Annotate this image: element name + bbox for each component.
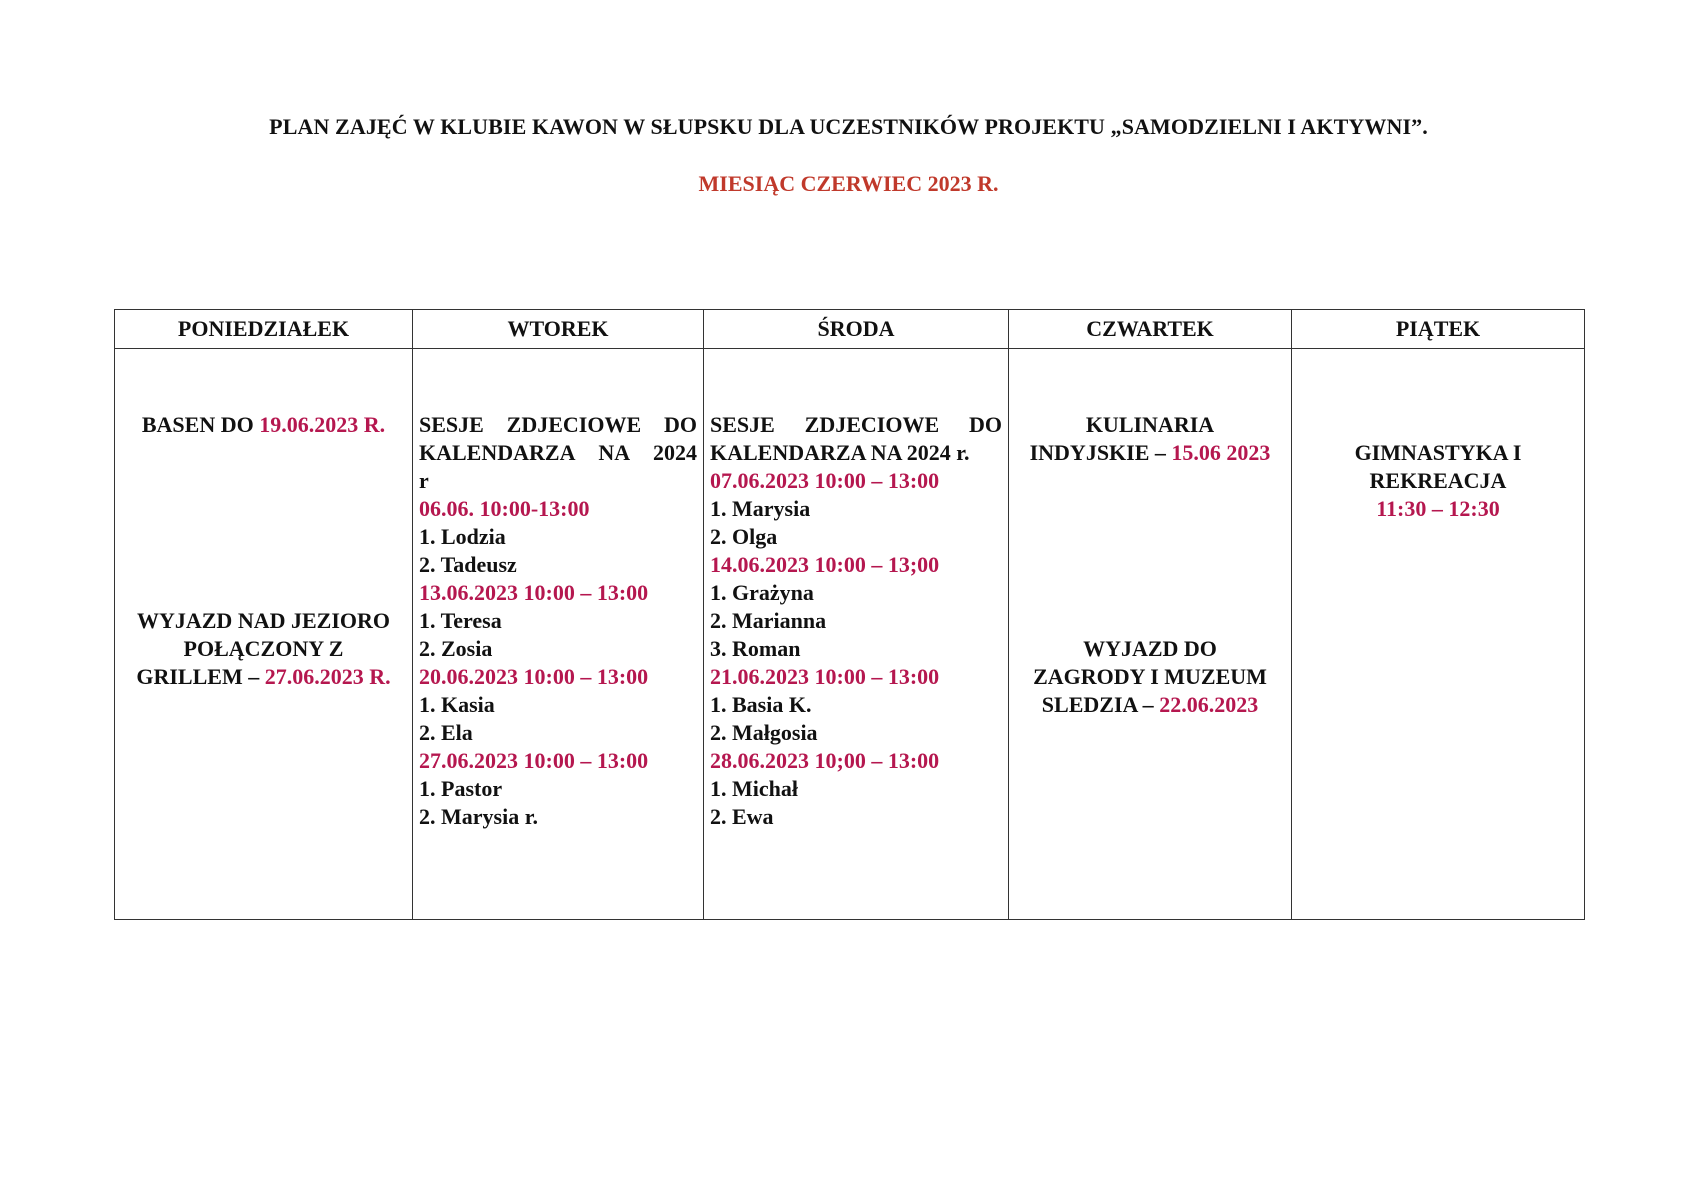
- list-item: 2. Zosia: [419, 636, 493, 661]
- wednesday-session-date: 28.06.2023 10;00 – 13:00: [710, 748, 940, 773]
- list-item: 2. Olga: [710, 524, 778, 549]
- monday-event-pool: BASEN DO 19.06.2023 R.: [141, 412, 386, 437]
- tuesday-cell: [413, 349, 704, 920]
- list-item: 1. Lodzia: [419, 524, 506, 549]
- monday-event-lake-line2: POŁĄCZONY Z: [183, 636, 344, 661]
- list-item: 2. Małgosia: [710, 720, 818, 745]
- monday-event-lake-line3: GRILLEM – 27.06.2023 R.: [136, 664, 391, 689]
- list-item: 3. Roman: [710, 636, 801, 661]
- monday-cell: [115, 349, 413, 920]
- thursday-event-cooking-line1: KULINARIA: [1085, 412, 1215, 437]
- list-item: 2. Ela: [419, 720, 473, 745]
- monday-event-lake-date: 27.06.2023 R.: [264, 664, 391, 689]
- column-header-monday: PONIEDZIAŁEK: [115, 310, 413, 349]
- tuesday-session-date: 20.06.2023 10:00 – 13:00: [419, 664, 649, 689]
- thursday-event-trip-line2: ZAGRODY I MUZEUM: [1033, 664, 1267, 689]
- wednesday-session-date: 14.06.2023 10:00 – 13;00: [710, 552, 940, 577]
- wednesday-heading-line1: SESJE ZDJECIOWE DO: [710, 412, 1002, 437]
- table-row: [115, 349, 1585, 920]
- wednesday-cell: [704, 349, 1009, 920]
- monday-event-lake-line1: WYJAZD NAD JEZIORO: [136, 608, 391, 633]
- list-item: 2. Marianna: [710, 608, 827, 633]
- column-header-thursday: CZWARTEK: [1009, 310, 1292, 349]
- list-item: 1. Teresa: [419, 608, 502, 633]
- column-header-friday: PIĄTEK: [1292, 310, 1585, 349]
- friday-event-line2: REKREACJA: [1369, 468, 1507, 493]
- friday-event-time: 11:30 – 12:30: [1376, 496, 1500, 521]
- schedule-table: [114, 309, 1585, 920]
- thursday-event-cooking-date: 15.06 2023: [1171, 440, 1271, 465]
- list-item: 1. Basia K.: [710, 692, 812, 717]
- list-item: 2. Marysia r.: [419, 804, 538, 829]
- thursday-cell: [1009, 349, 1292, 920]
- friday-event-line1: GIMNASTYKA I: [1354, 440, 1522, 465]
- monday-event-pool-date: 19.06.2023 R.: [259, 412, 386, 437]
- thursday-event-cooking-line2: INDYJSKIE – 15.06 2023: [1029, 440, 1271, 465]
- tuesday-heading-line2: KALENDARZA NA 2024: [419, 440, 697, 465]
- column-header-wednesday: ŚRODA: [704, 310, 1009, 349]
- document-title: PLAN ZAJĘĆ W KLUBIE KAWON W SŁUPSKU DLA UCZESTNIKÓW PROJEKTU „SAMODZIELNI I AKTYWNI”.: [269, 114, 1428, 139]
- wednesday-session-date: 07.06.2023 10:00 – 13:00: [710, 468, 940, 493]
- list-item: 1. Michał: [710, 776, 798, 801]
- tuesday-heading-line3: r: [419, 468, 429, 493]
- thursday-event-trip-date: 22.06.2023: [1159, 692, 1259, 717]
- list-item: 1. Grażyna: [710, 580, 814, 605]
- tuesday-session-date: 27.06.2023 10:00 – 13:00: [419, 748, 649, 773]
- thursday-event-trip-line3: SLEDZIA – 22.06.2023: [1041, 692, 1259, 717]
- list-item: 1. Kasia: [419, 692, 495, 717]
- wednesday-session-date: 21.06.2023 10:00 – 13:00: [710, 664, 940, 689]
- tuesday-heading-line1: SESJE ZDJECIOWE DO: [419, 412, 697, 437]
- table-header-row: [115, 310, 1585, 349]
- list-item: 2. Tadeusz: [419, 552, 517, 577]
- list-item: 1. Pastor: [419, 776, 503, 801]
- document-subtitle: MIESIĄC CZERWIEC 2023 R.: [698, 171, 999, 196]
- tuesday-session-date: 13.06.2023 10:00 – 13:00: [419, 580, 649, 605]
- thursday-event-trip-line1: WYJAZD DO: [1083, 636, 1217, 661]
- wednesday-heading-line2: KALENDARZA NA 2024 r.: [710, 440, 970, 465]
- list-item: 1. Marysia: [710, 496, 811, 521]
- list-item: 2. Ewa: [710, 804, 774, 829]
- friday-cell: [1292, 349, 1585, 920]
- column-header-tuesday: WTOREK: [413, 310, 704, 349]
- tuesday-session-date: 06.06. 10:00-13:00: [419, 496, 590, 521]
